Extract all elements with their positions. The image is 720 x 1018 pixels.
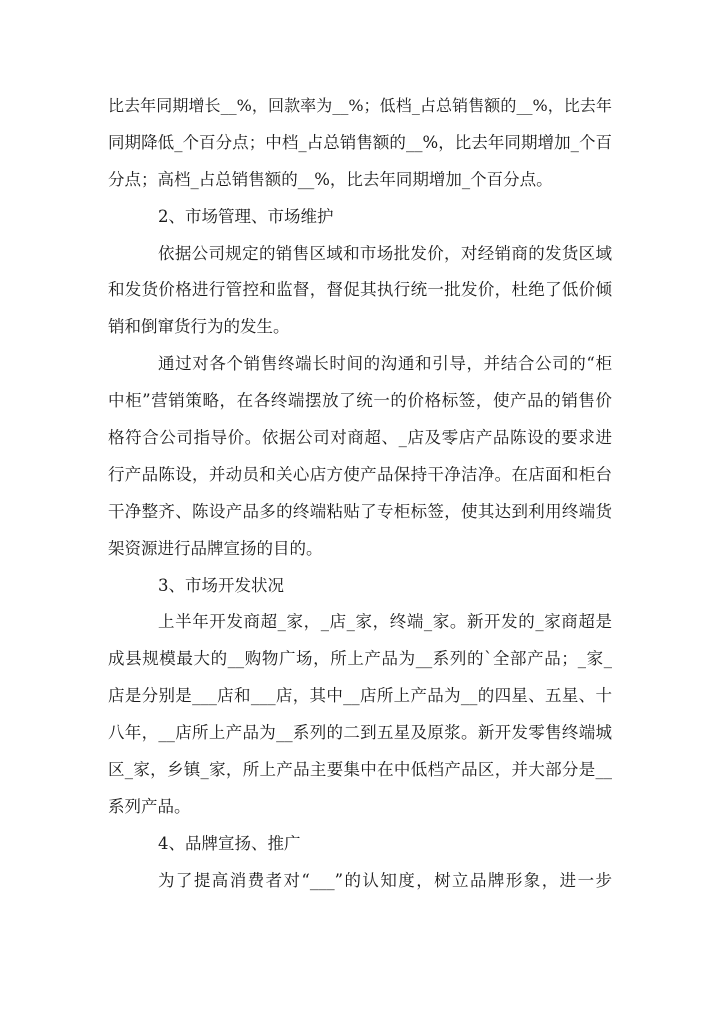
text-line: 成县规模最大的__购物广场，所上产品为__系列的`全部产品；_家_ <box>108 649 612 669</box>
paragraph <box>108 604 612 825</box>
text-line: 通过对各个销售终端长时间的沟通和引导，并结合公司的“柜 <box>158 354 612 374</box>
text-line: 和发货价格进行管控和监督，督促其执行统一批发价，杜绝了低价倾 <box>108 280 612 300</box>
text-line: 分点；高档_占总销售额的__%，比去年同期增加_个百分点。 <box>108 169 553 189</box>
text-line: 区_家，乡镇_家，所上产品主要集中在中低档产品区，并大部分是__ <box>108 760 612 780</box>
section-heading: 4、品牌宣扬、推广 <box>158 833 301 853</box>
document-page <box>108 88 612 900</box>
text-line: 依据公司规定的销售区域和市场批发价，对经销商的发货区域 <box>158 243 612 263</box>
paragraph <box>108 863 612 900</box>
text-line: 为了提高消费者对“___”的认知度，树立品牌形象，进一步 <box>158 870 612 890</box>
text-line: 干净整齐、陈设产品多的终端粘贴了专柜标签，使其达到利用终端货 <box>108 501 612 521</box>
text-line: 架资源进行品牌宣扬的目的。 <box>108 538 323 558</box>
paragraph <box>108 88 612 199</box>
text-line: 中柜”营销策略，在各终端摆放了统一的价格标签，使产品的销售价 <box>108 391 612 411</box>
text-line: 格符合公司指导价。依据公司对商超、_店及零店产品陈设的要求进 <box>108 428 612 448</box>
text-line: 行产品陈设，并动员和关心店方使产品保持干净洁净。在店面和柜台 <box>108 464 612 484</box>
text-line: 同期降低_个百分点；中档_占总销售额的__%，比去年同期增加_个百 <box>108 132 612 152</box>
text-line: 八年，__店所上产品为__系列的二到五星及原浆。新开发零售终端城 <box>108 723 612 743</box>
text-line: 比去年同期增长__%，回款率为__%；低档_占总销售额的__%，比去年 <box>108 96 612 115</box>
text-line: 上半年开发商超_家，_店_家，终端_家。新开发的_家商超是 <box>158 612 612 632</box>
text-line: 店是分别是___店和___店，其中__店所上产品为__的四星、五星、十 <box>108 686 612 706</box>
paragraph <box>108 236 612 347</box>
paragraph <box>108 346 612 567</box>
text-line: 系列产品。 <box>108 796 191 816</box>
text-line: 销和倒窜货行为的发生。 <box>108 317 290 337</box>
section-heading: 3、市场开发状况 <box>158 575 284 595</box>
section-heading: 2、市场管理、市场维护 <box>158 206 334 226</box>
